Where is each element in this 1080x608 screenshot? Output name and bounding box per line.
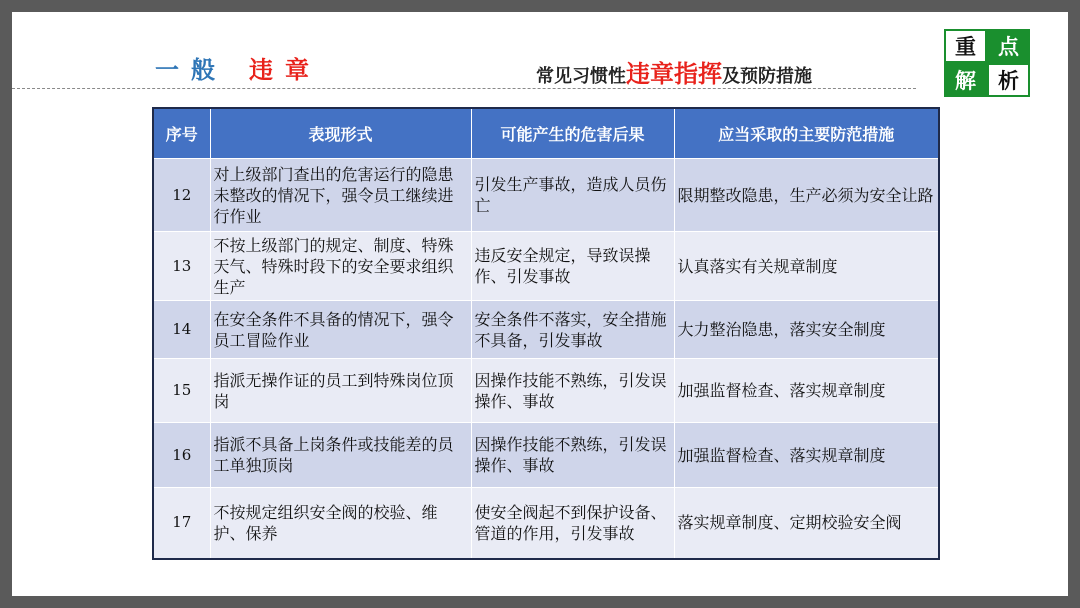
badge-char: 解: [944, 63, 987, 97]
section-title: [155, 50, 321, 85]
row-form: 对上级部门查出的危害运行的隐患未整改的情况下，强令员工继续进行作业: [210, 159, 471, 232]
row-consequence: 使安全阀起不到保护设备、管道的作用，引发事故: [471, 488, 674, 559]
row-consequence: 违反安全规定，导致误操作、引发事故: [471, 232, 674, 301]
row-consequence: 因操作技能不熟练，引发误操作、事故: [471, 423, 674, 488]
row-number: 17: [153, 488, 210, 559]
table-row: [153, 359, 939, 423]
table-row: [153, 423, 939, 488]
badge-char: 重: [944, 29, 987, 63]
row-form: 指派无操作证的员工到特殊岗位顶岗: [210, 359, 471, 423]
column-header-form: 表现形式: [210, 108, 471, 159]
column-header-number: 序号: [153, 108, 210, 159]
title-char: 一: [155, 56, 181, 84]
subtitle-highlight: 违章指挥: [626, 60, 722, 88]
row-consequence: 安全条件不落实，安全措施不具备，引发事故: [471, 301, 674, 359]
column-header-measure: 应当采取的主要防范措施: [674, 108, 939, 159]
row-form: 在安全条件不具备的情况下，强令员工冒险作业: [210, 301, 471, 359]
badge-char: 析: [987, 63, 1030, 97]
page-subtitle: [536, 54, 812, 89]
row-measure: 认真落实有关规章制度: [674, 232, 939, 301]
title-char: 违: [249, 56, 275, 84]
row-form: 指派不具备上岗条件或技能差的员工单独顶岗: [210, 423, 471, 488]
table-row: [153, 301, 939, 359]
row-number: 12: [153, 159, 210, 232]
row-consequence: 因操作技能不熟练，引发误操作、事故: [471, 359, 674, 423]
violations-table: [152, 107, 940, 560]
title-general: [155, 56, 227, 84]
row-measure: 落实规章制度、定期校验安全阀: [674, 488, 939, 559]
row-number: 13: [153, 232, 210, 301]
table-header-row: [153, 108, 939, 159]
row-measure: 加强监督检查、落实规章制度: [674, 359, 939, 423]
slide: [12, 12, 1068, 596]
row-measure: 加强监督检查、落实规章制度: [674, 423, 939, 488]
title-char: 般: [191, 56, 217, 84]
title-char: 章: [285, 56, 311, 84]
row-number: 15: [153, 359, 210, 423]
table-row: [153, 488, 939, 559]
key-analysis-badge: [944, 29, 1030, 93]
table-row: [153, 159, 939, 232]
row-number: 16: [153, 423, 210, 488]
title-violation: [249, 56, 321, 84]
row-form: 不按规定组织安全阀的校验、维护、保养: [210, 488, 471, 559]
row-form: 不按上级部门的规定、制度、特殊天气、特殊时段下的安全要求组织生产: [210, 232, 471, 301]
row-measure: 大力整治隐患，落实安全制度: [674, 301, 939, 359]
subtitle-suffix: 及预防措施: [722, 66, 812, 87]
row-consequence: 引发生产事故，造成人员伤亡: [471, 159, 674, 232]
row-number: 14: [153, 301, 210, 359]
header-divider: [12, 88, 916, 89]
table-row: [153, 232, 939, 301]
badge-char: 点: [987, 29, 1030, 63]
row-measure: 限期整改隐患，生产必须为安全让路: [674, 159, 939, 232]
subtitle-prefix: 常见习惯性: [536, 66, 626, 87]
column-header-consequence: 可能产生的危害后果: [471, 108, 674, 159]
